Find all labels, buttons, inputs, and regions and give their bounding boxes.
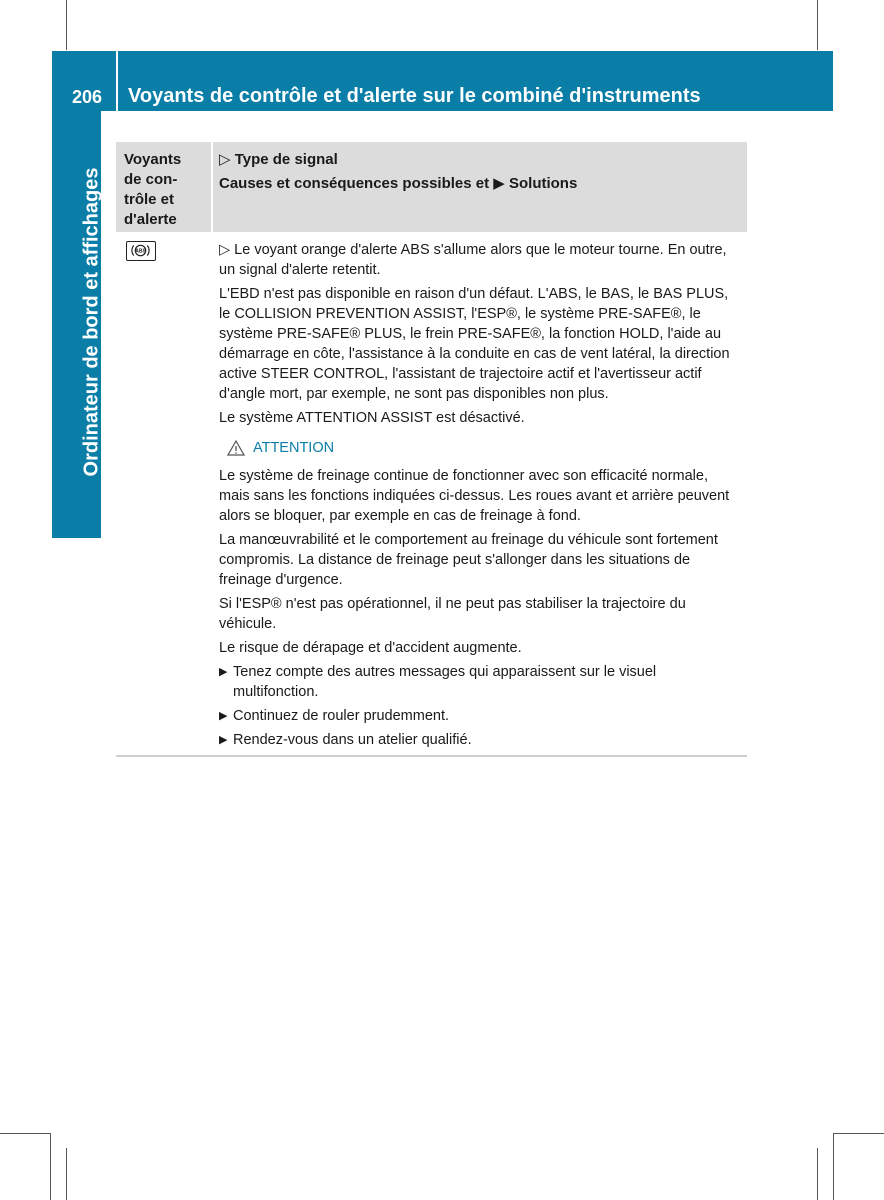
table-bottom-rule — [116, 755, 747, 757]
warning-text: Le système de freinage continue de fonctionner avec son efficacité normale, mais sans les fonctions indiquées ci-dessus. Les roues avant et arrière peuvent alors se bloquer, par exemple en cas de freinage à fond. — [219, 468, 730, 524]
cause-description: L'EBD n'est pas disponible en raison d'un défaut. L'ABS, le BAS, le BAS PLUS, le COLLISION PREVENTION ASSIST, l'ESP®, le système PRE-SAFE®, le système PRE-SAFE® PLUS, le frein PRE-SAFE®, la fonction HOLD, l'aide au démarrage en côte, l'assistance à la conduite en cas de vent latéral, la direction active STEER CONTROL, l'assistant de trajectoire actif et l'avertisseur actif d'angle mort, par exemple, ne sont pas disponibles non plus. — [219, 286, 730, 402]
header-divider — [116, 51, 118, 111]
bullet-arrow-icon: ▶ — [219, 710, 228, 722]
attention-assist-note: Le système ATTENTION ASSIST est désactivé. — [219, 410, 525, 426]
warning-heading — [227, 438, 742, 458]
signal-description: ▷ Le voyant orange d'alerte ABS s'allume alors que le moteur tourne. En outre, un signal d'alerte retentit. — [219, 242, 727, 278]
column-header-line: trôle et — [124, 191, 175, 208]
crop-mark — [50, 1133, 51, 1200]
warning-text: Si l'ESP® n'est pas opérationnel, il ne peut pas stabiliser la trajectoire du véhicule. — [219, 596, 686, 632]
page-title: Voyants de contrôle et d'alerte sur le combiné d'instruments — [128, 85, 701, 107]
warning-text: La manœuvrabilité et le comportement au freinage du véhicule sont fortement compromis. La distance de freinage peut s'allonger dans les situations de freinage d'urgence. — [219, 532, 718, 588]
column-header-line: d'alerte — [124, 211, 177, 228]
warning-triangle-icon — [227, 440, 245, 456]
table-row-content — [219, 240, 742, 754]
causes-heading: Causes et conséquences possibles et ▶ Solutions — [219, 175, 578, 192]
table-header-divider — [211, 142, 213, 232]
page-number: 206 — [72, 87, 103, 107]
crop-mark — [817, 0, 818, 50]
crop-mark — [66, 0, 67, 50]
solution-step — [219, 706, 742, 726]
solution-text: Continuez de rouler prudemment. — [233, 708, 450, 724]
column-header-signal — [219, 150, 739, 198]
solution-step — [219, 662, 742, 702]
signal-type-heading: ▷ Type de signal — [219, 151, 338, 168]
bullet-arrow-icon: ▶ — [219, 666, 228, 678]
crop-mark — [66, 1148, 67, 1200]
column-header-line: de con- — [124, 171, 178, 188]
crop-mark — [833, 1133, 884, 1134]
abs-warning-lamp-icon — [126, 241, 156, 261]
column-header-lamps — [124, 150, 202, 230]
section-label: Ordinateur de bord et affichages — [80, 167, 103, 477]
crop-mark — [0, 1133, 50, 1134]
warning-label: ATTENTION — [253, 440, 335, 456]
crop-mark — [833, 1133, 834, 1200]
solution-step — [219, 730, 742, 750]
svg-text:ABS: ABS — [135, 248, 146, 255]
bullet-arrow-icon: ▶ — [219, 734, 228, 746]
solution-text: Tenez compte des autres messages qui apparaissent sur le visuel multifonction. — [233, 664, 657, 700]
crop-mark — [817, 1148, 818, 1200]
page-header — [52, 51, 833, 111]
warning-text: Le risque de dérapage et d'accident augmente. — [219, 640, 522, 656]
column-header-line: Voyants — [124, 151, 182, 168]
solution-text: Rendez-vous dans un atelier qualifié. — [233, 732, 472, 748]
